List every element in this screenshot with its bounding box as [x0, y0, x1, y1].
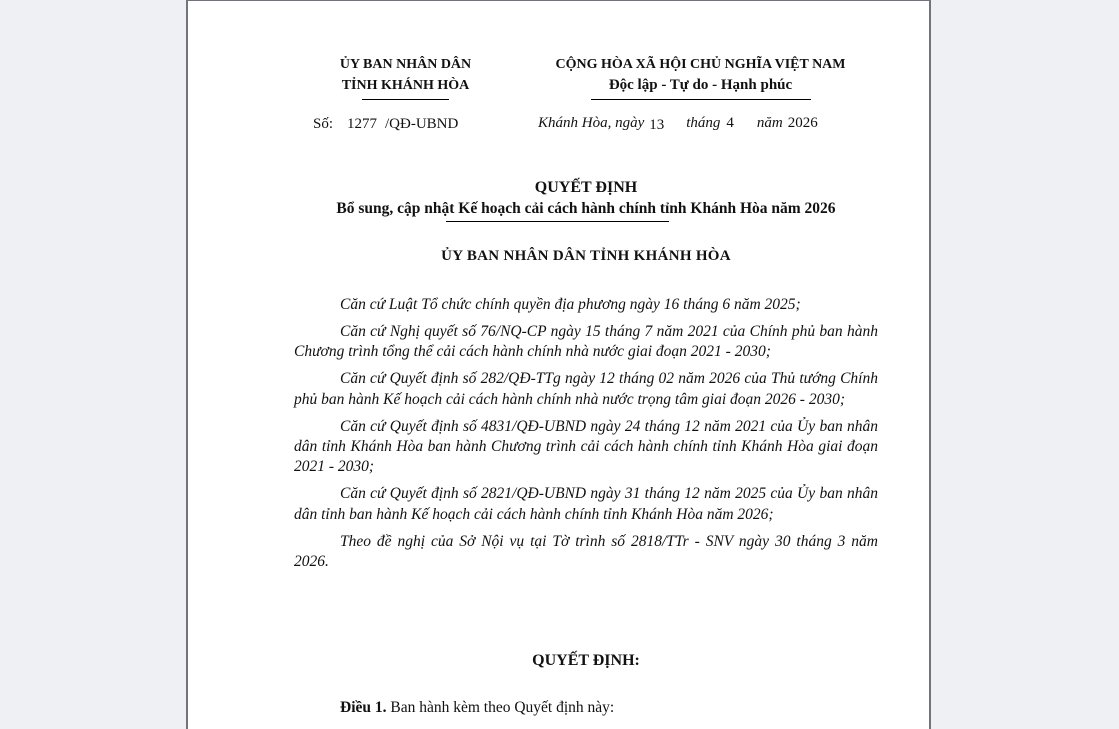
place-label: Khánh Hòa, ngày: [538, 115, 645, 131]
recital-paragraph: Căn cứ Quyết định số 282/QĐ-TTg ngày 12 tháng 02 năm 2026 của Thủ tướng Chính phủ ban hành Kế hoạch cải cách hành chính nhà nước trọng tâm giai đoạn 2026 - 2030;: [294, 370, 878, 408]
doc-number-suffix: /QĐ-UBND: [385, 116, 459, 132]
recital-paragraph: Căn cứ Quyết định số 4831/QĐ-UBND ngày 24 tháng 12 năm 2021 của Ủy ban nhân dân tỉnh Khánh Hòa ban hành Chương trình cải cách hành chính tỉnh Khánh Hòa giai đoạn 2021 - 2030;: [294, 417, 878, 476]
decision-heading: QUYẾT ĐỊNH:: [532, 652, 640, 669]
national-title: CỘNG HÒA XÃ HỘI CHỦ NGHĨA VIỆT NAM: [555, 57, 846, 72]
recital-paragraph: Căn cứ Nghị quyết số 76/NQ-CP ngày 15 tháng 7 năm 2021 của Chính phủ ban hành Chương trình tổng thể cải cách hành chính nhà nước giai đoạn 2021 - 2030;: [294, 322, 878, 361]
doc-number-value: 1277: [347, 116, 378, 132]
year-label: năm: [756, 115, 783, 131]
national-header-block: [518, 54, 883, 100]
recital-paragraph: Căn cứ Luật Tổ chức chính quyền địa phương ngày 16 tháng 6 năm 2025;: [340, 296, 801, 313]
issuing-agency-parent: ỦY BAN NHÂN DÂN: [339, 57, 472, 72]
article-1-label: Điều 1.: [340, 699, 387, 716]
recital-paragraph: Theo đề nghị của Sở Nội vụ tại Tờ trình số 2818/TTr - SNV ngày 30 tháng 3 năm 2026.: [294, 532, 878, 570]
recitals-section: [294, 295, 878, 579]
issuing-agency-block: [308, 54, 503, 100]
document-type-title: QUYẾT ĐỊNH: [534, 179, 638, 196]
recital-paragraph: Căn cứ Quyết định số 2821/QĐ-UBND ngày 31 tháng 12 năm 2025 của Ủy ban nhân dân tỉnh ban hành Kế hoạch cải cách hành chính tỉnh Khánh Hòa năm 2026;: [294, 485, 878, 523]
national-motto-rule: [591, 99, 811, 100]
month-label: tháng: [686, 115, 721, 131]
authority-heading: ỦY BAN NHÂN DÂN TỈNH KHÁNH HÒA: [441, 248, 731, 264]
doc-number-line: [313, 116, 458, 133]
issuing-agency-rule: [362, 99, 449, 100]
article-1-paragraph: [294, 698, 878, 718]
document-subject-title: Bổ sung, cập nhật Kế hoạch cải cách hành chính tỉnh Khánh Hòa năm 2026: [336, 200, 836, 217]
national-motto: Độc lập - Tự do - Hạnh phúc: [608, 77, 793, 93]
date-month-value: 4: [726, 115, 734, 131]
place-date-line: [538, 115, 868, 132]
title-rule: [446, 221, 669, 222]
document-page-content: [188, 1, 929, 729]
date-day-value: 13: [649, 117, 665, 133]
document-page: [186, 0, 931, 729]
doc-number-prefix: Số:: [313, 116, 334, 132]
article-1-text: Ban hành kèm theo Quyết định này:: [386, 699, 615, 716]
document-title-block: [294, 177, 878, 222]
date-year-value: 2026: [787, 115, 818, 131]
issuing-agency-name: TỈNH KHÁNH HÒA: [341, 78, 470, 93]
